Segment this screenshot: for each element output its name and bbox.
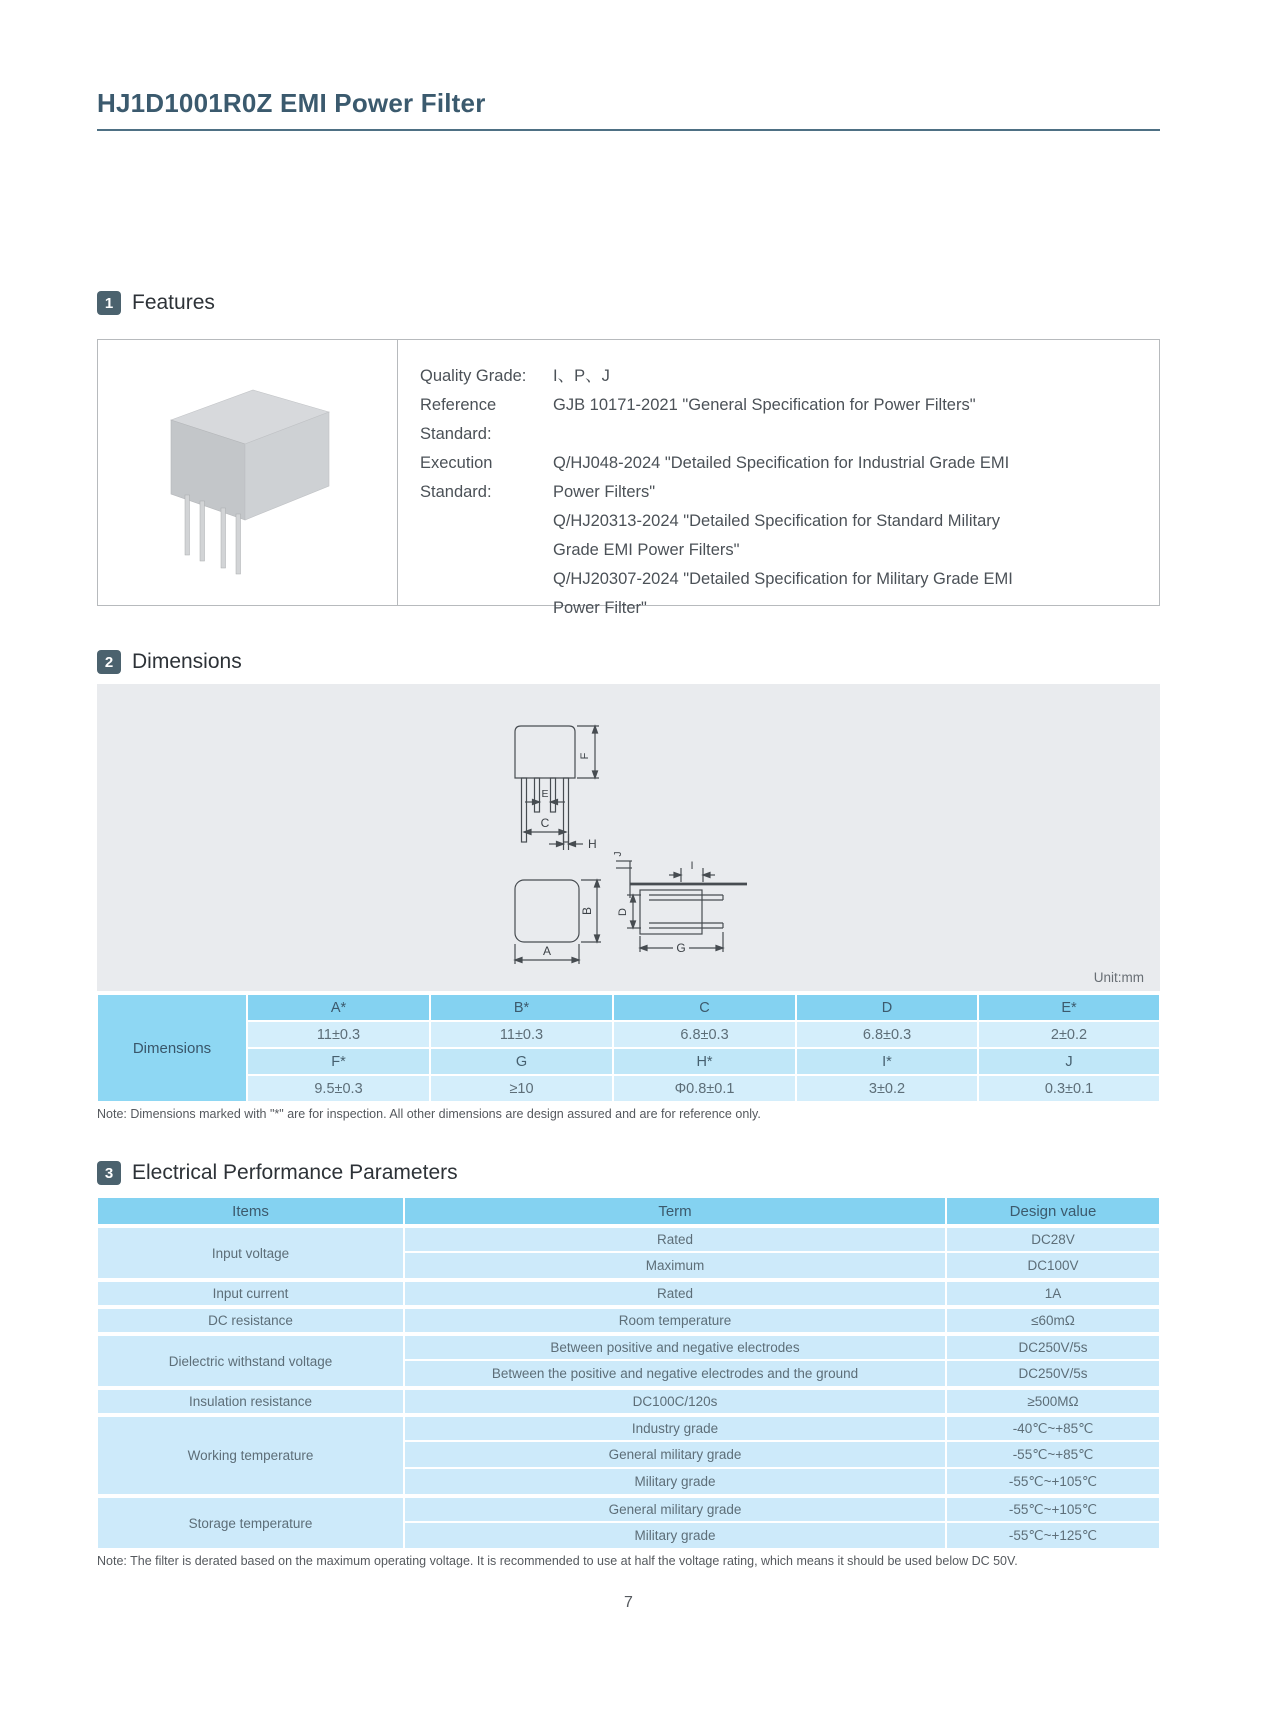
elec-item-cell: Dielectric withstand voltage [97, 1333, 404, 1387]
elec-term-cell: Between positive and negative electrodes [404, 1333, 946, 1360]
dim-header-cell: E* [978, 994, 1160, 1021]
feature-value: Q/HJ20307-2024 "Detailed Specification for Military Grade EMI Power Filter" [553, 570, 1013, 617]
dim-label-f: F [579, 752, 591, 760]
feature-row [420, 449, 1159, 507]
elec-item-cell: Insulation resistance [97, 1387, 404, 1414]
front-view-drawing [515, 726, 599, 850]
dim-header-cell: A* [247, 994, 430, 1021]
dim-label-d: D [617, 908, 629, 916]
elec-value-cell: -55℃~+105℃ [946, 1468, 1160, 1495]
elec-term-cell: Military grade [404, 1468, 946, 1495]
elec-item-cell: Input current [97, 1279, 404, 1306]
feature-label: Quality Grade: [420, 367, 527, 385]
dimensions-note: Note: Dimensions marked with "*" are for inspection. All other dimensions are design assured and are for reference only. [97, 1107, 761, 1121]
dim-label-e: E [541, 788, 549, 800]
dim-value-cell: 2±0.2 [978, 1021, 1160, 1048]
section-number-badge: 1 [97, 291, 121, 315]
features-panel [97, 339, 1160, 617]
elec-term-cell: Rated [404, 1279, 946, 1306]
elec-term-cell: Maximum [404, 1252, 946, 1279]
elec-value-cell: DC250V/5s [946, 1360, 1160, 1387]
section-title: Features [132, 291, 215, 314]
dimensions-row-header: Dimensions [97, 994, 247, 1102]
feature-row [420, 362, 1159, 391]
elec-value-cell: -40℃~+85℃ [946, 1414, 1160, 1441]
elec-value-cell: ≥500MΩ [946, 1387, 1160, 1414]
dim-header-cell: I* [796, 1048, 978, 1075]
dim-header-cell: F* [247, 1048, 430, 1075]
table-row [97, 1333, 1160, 1360]
dim-value-cell: 6.8±0.3 [796, 1021, 978, 1048]
feature-row [420, 507, 1159, 565]
elec-term-cell: Military grade [404, 1522, 946, 1549]
table-header-row [97, 1197, 1160, 1225]
elec-value-cell: ≤60mΩ [946, 1306, 1160, 1333]
dimensions-drawing-area [97, 684, 1160, 991]
top-view-drawing [515, 880, 601, 964]
elec-term-cell: Rated [404, 1225, 946, 1252]
elec-term-cell: Industry grade [404, 1414, 946, 1441]
elec-header-design-value: Design value [946, 1197, 1160, 1225]
dim-value-cell: ≥10 [430, 1075, 613, 1102]
table-row [97, 1048, 1160, 1075]
dim-header-cell: H* [613, 1048, 796, 1075]
feature-label: Execution Standard: [420, 454, 493, 501]
section-number-badge: 2 [97, 650, 121, 674]
elec-term-cell: General military grade [404, 1441, 946, 1468]
elec-header-term: Term [404, 1197, 946, 1225]
dim-value-cell: 0.3±0.1 [978, 1075, 1160, 1102]
dim-header-cell: B* [430, 994, 613, 1021]
dim-value-cell: 11±0.3 [247, 1021, 430, 1048]
dim-label-j: J [613, 851, 624, 857]
elec-value-cell: DC250V/5s [946, 1333, 1160, 1360]
table-row [97, 1414, 1160, 1441]
elec-term-cell: Room temperature [404, 1306, 946, 1333]
product-photo-cell [98, 340, 398, 605]
title-divider [97, 129, 1160, 131]
dim-label-c: C [540, 816, 550, 830]
dim-value-cell: 3±0.2 [796, 1075, 978, 1102]
elec-item-cell: Input voltage [97, 1225, 404, 1279]
feature-value: Q/HJ20313-2024 "Detailed Specification for Standard Military Grade EMI Power Filters" [553, 512, 1001, 559]
feature-row [420, 391, 1159, 449]
elec-value-cell: -55℃~+105℃ [946, 1495, 1160, 1522]
feature-value: Q/HJ048-2024 "Detailed Specification for Industrial Grade EMI Power Filters" [553, 454, 1010, 501]
dim-value-cell: 11±0.3 [430, 1021, 613, 1048]
table-row [97, 1279, 1160, 1306]
dim-header-cell: C [613, 994, 796, 1021]
section-header-dimensions [97, 648, 1160, 676]
elec-item-cell: DC resistance [97, 1306, 404, 1333]
electrical-note: Note: The filter is derated based on the maximum operating voltage. It is recommended to use at half the voltage rating, which means it should be used below DC 50V. [97, 1554, 1018, 1568]
side-view-drawing [616, 861, 747, 952]
elec-value-cell: DC28V [946, 1225, 1160, 1252]
elec-term-cell: Between the positive and negative electrodes and the ground [404, 1360, 946, 1387]
table-row [97, 994, 1160, 1021]
dim-label-a: A [542, 944, 552, 958]
feature-row [420, 565, 1159, 623]
features-text [398, 340, 1159, 617]
elec-value-cell: DC100V [946, 1252, 1160, 1279]
section-header-electrical [97, 1159, 1160, 1187]
dim-label-h: H [588, 837, 597, 851]
table-row [97, 1495, 1160, 1522]
page-title: HJ1D1001R0Z EMI Power Filter [97, 88, 486, 118]
dim-label-b: B [580, 906, 594, 916]
feature-value: GJB 10171-2021 "General Specification for Power Filters" [553, 396, 976, 414]
elec-value-cell: 1A [946, 1279, 1160, 1306]
dim-header-cell: G [430, 1048, 613, 1075]
dim-value-cell: 6.8±0.3 [613, 1021, 796, 1048]
feature-label [420, 565, 553, 623]
unit-label: Unit:mm [1093, 970, 1144, 985]
section-header-features [97, 289, 1160, 317]
page-number: 7 [624, 1594, 633, 1611]
product-photo [133, 368, 363, 578]
section-title: Electrical Performance Parameters [132, 1161, 458, 1184]
section-number-badge: 3 [97, 1161, 121, 1185]
table-row [97, 1021, 1160, 1048]
feature-value: I、P、J [553, 367, 610, 385]
feature-label [420, 507, 553, 565]
elec-term-cell: General military grade [404, 1495, 946, 1522]
feature-label: Reference Standard: [420, 396, 497, 443]
elec-value-cell: -55℃~+85℃ [946, 1441, 1160, 1468]
dim-header-cell: J [978, 1048, 1160, 1075]
elec-item-cell: Storage temperature [97, 1495, 404, 1549]
elec-term-cell: DC100C/120s [404, 1387, 946, 1414]
dimensions-table [97, 994, 1160, 1102]
elec-item-cell: Working temperature [97, 1414, 404, 1495]
elec-value-cell: -55℃~+125℃ [946, 1522, 1160, 1549]
dim-header-cell: D [796, 994, 978, 1021]
electrical-parameters-table [97, 1197, 1160, 1549]
section-title: Dimensions [132, 650, 242, 673]
dim-label-g: G [676, 941, 686, 955]
elec-header-items: Items [97, 1197, 404, 1225]
table-row [97, 1225, 1160, 1252]
table-row [97, 1387, 1160, 1414]
dim-value-cell: 9.5±0.3 [247, 1075, 430, 1102]
technical-drawing [97, 684, 1160, 991]
dim-label-i: I [690, 860, 694, 872]
table-row [97, 1306, 1160, 1333]
table-row [97, 1075, 1160, 1102]
dim-value-cell: Φ0.8±0.1 [613, 1075, 796, 1102]
